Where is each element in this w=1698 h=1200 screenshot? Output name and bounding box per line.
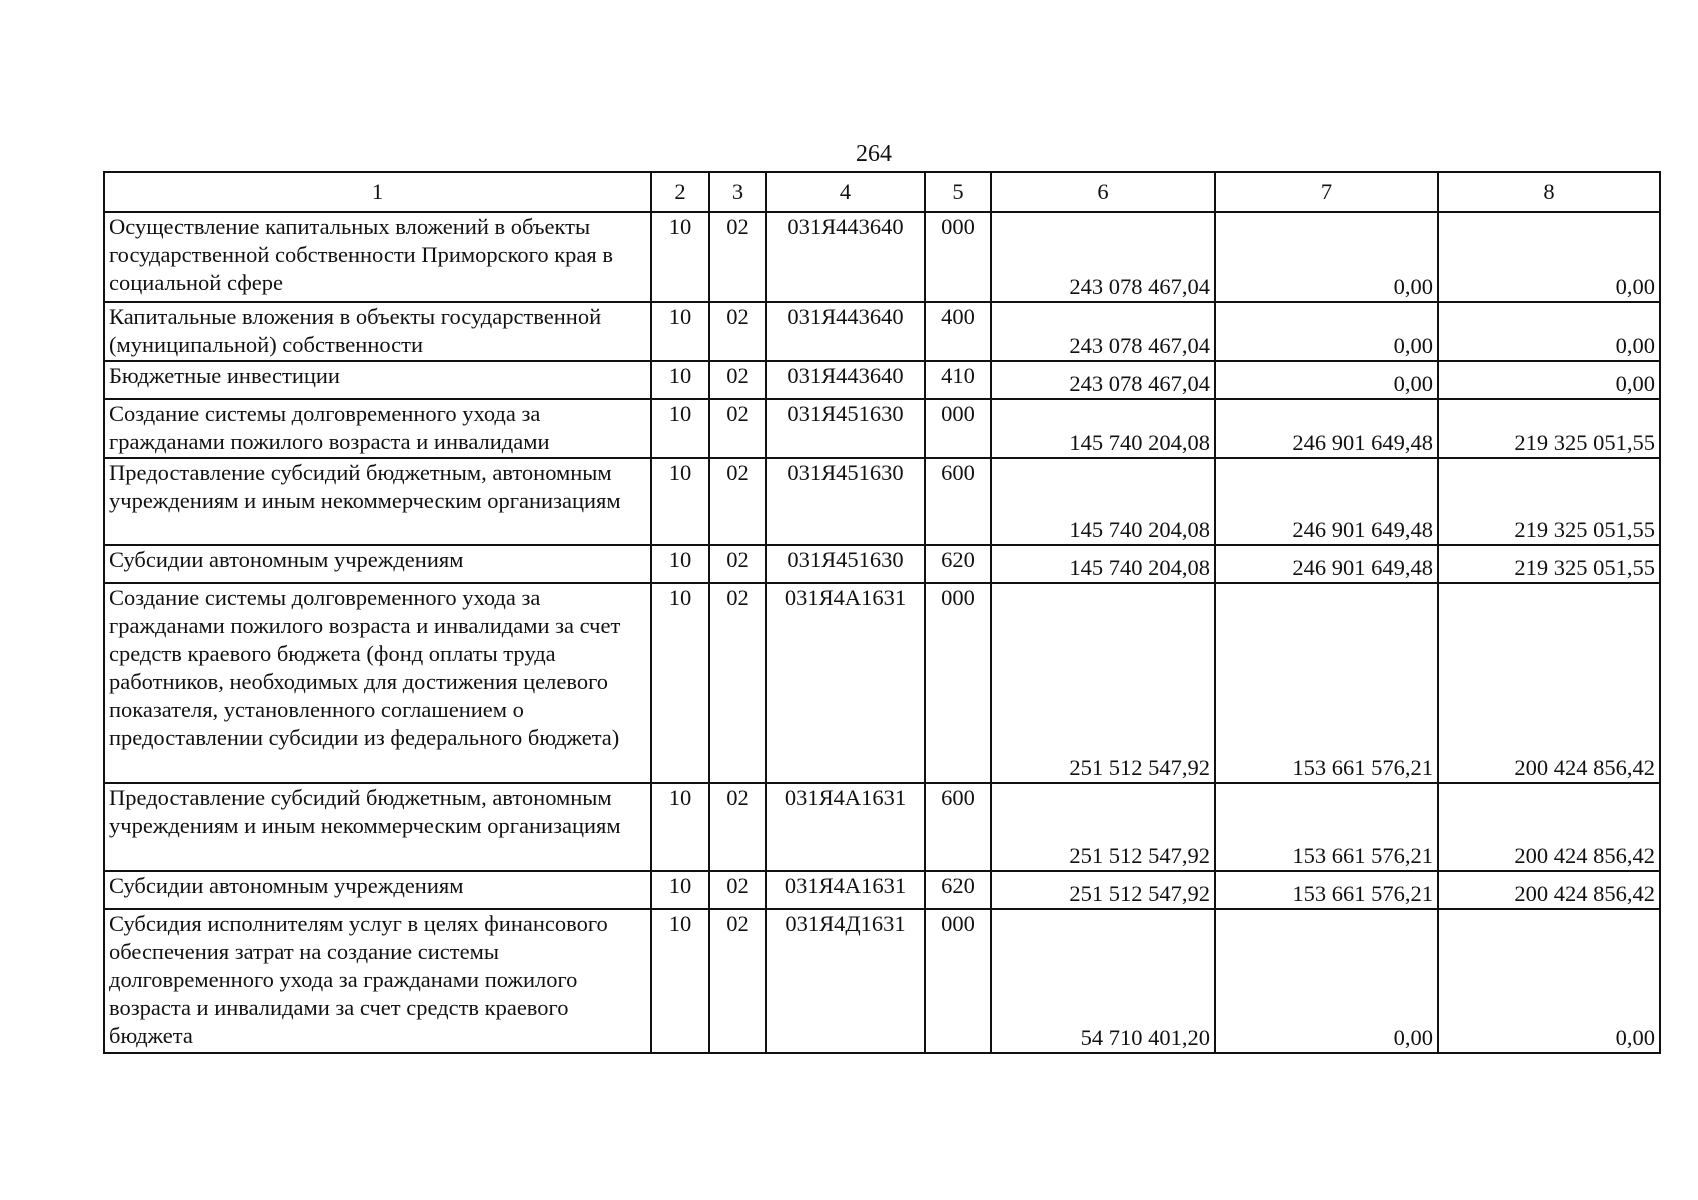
expense-type-code: 600 [925,458,991,545]
target-article-code: 031Я4А1631 [766,583,925,783]
subsection-code: 02 [709,909,766,1053]
header-col-4: 4 [766,172,925,212]
amount-col-8: 0,00 [1438,212,1660,302]
item-name: Осуществление капитальных вложений в объекты государственной собственности Приморского края в социальной сфере [104,212,651,302]
item-name: Предоставление субсидий бюджетным, автономным учреждениям и иным некоммерческим организациям [104,458,651,545]
expense-type-code: 620 [925,871,991,909]
header-col-3: 3 [709,172,766,212]
expense-type-code: 000 [925,212,991,302]
expense-type-code: 620 [925,545,991,583]
table-row [104,871,1660,909]
amount-col-8: 0,00 [1438,909,1660,1053]
item-name: Субсидии автономным учреждениям [104,871,651,909]
section-code: 10 [651,783,709,871]
amount-col-6: 251 512 547,92 [991,871,1215,909]
amount-col-6: 243 078 467,04 [991,212,1215,302]
item-name: Субсидии автономным учреждениям [104,545,651,583]
expense-type-code: 000 [925,583,991,783]
section-code: 10 [651,302,709,361]
table-row [104,909,1660,1053]
amount-col-6: 243 078 467,04 [991,302,1215,361]
header-row [104,172,1660,212]
table-row [104,361,1660,399]
amount-col-6: 251 512 547,92 [991,783,1215,871]
amount-col-6: 145 740 204,08 [991,458,1215,545]
item-name: Капитальные вложения в объекты государственной (муниципальной) собственности [104,302,651,361]
target-article-code: 031Я4А1631 [766,871,925,909]
amount-col-7: 0,00 [1215,361,1438,399]
subsection-code: 02 [709,212,766,302]
section-code: 10 [651,545,709,583]
item-name: Предоставление субсидий бюджетным, автономным учреждениям и иным некоммерческим организациям [104,783,651,871]
section-code: 10 [651,909,709,1053]
table-body [104,212,1660,1053]
subsection-code: 02 [709,458,766,545]
expense-type-code: 410 [925,361,991,399]
amount-col-7: 246 901 649,48 [1215,545,1438,583]
amount-col-8: 200 424 856,42 [1438,783,1660,871]
expense-type-code: 000 [925,399,991,458]
expense-type-code: 400 [925,302,991,361]
section-code: 10 [651,361,709,399]
amount-col-8: 219 325 051,55 [1438,399,1660,458]
amount-col-6: 145 740 204,08 [991,545,1215,583]
table-header [104,172,1660,212]
amount-col-6: 243 078 467,04 [991,361,1215,399]
expense-type-code: 000 [925,909,991,1053]
section-code: 10 [651,583,709,783]
amount-col-7: 153 661 576,21 [1215,583,1438,783]
amount-col-6: 251 512 547,92 [991,583,1215,783]
amount-col-8: 0,00 [1438,302,1660,361]
item-name: Создание системы долговременного ухода за гражданами пожилого возраста и инвалидами за счет средств краевого бюджета (фонд оплаты труда работников, необходимых для достижения целевого показателя, установленного соглашением о предоставлении субсидии из федерального бюджета) [104,583,651,783]
amount-col-8: 0,00 [1438,361,1660,399]
header-col-7: 7 [1215,172,1438,212]
item-name: Субсидия исполнителям услуг в целях финансового обеспечения затрат на создание системы долговременного ухода за гражданами пожилого возраста и инвалидами за счет средств краевого бюджета [104,909,651,1053]
table-row [104,458,1660,545]
amount-col-8: 219 325 051,55 [1438,458,1660,545]
table-row [104,783,1660,871]
target-article-code: 031Я451630 [766,399,925,458]
subsection-code: 02 [709,783,766,871]
expense-type-code: 600 [925,783,991,871]
amount-col-6: 145 740 204,08 [991,399,1215,458]
target-article-code: 031Я4Д1631 [766,909,925,1053]
subsection-code: 02 [709,545,766,583]
header-col-6: 6 [991,172,1215,212]
target-article-code: 031Я443640 [766,212,925,302]
header-col-8: 8 [1438,172,1660,212]
header-col-1: 1 [104,172,651,212]
budget-table [103,171,1661,1054]
table-row [104,399,1660,458]
header-col-5: 5 [925,172,991,212]
header-col-2: 2 [651,172,709,212]
subsection-code: 02 [709,871,766,909]
amount-col-7: 0,00 [1215,909,1438,1053]
section-code: 10 [651,458,709,545]
item-name: Создание системы долговременного ухода за гражданами пожилого возраста и инвалидами [104,399,651,458]
amount-col-7: 0,00 [1215,302,1438,361]
page-number: 264 [856,141,892,167]
item-name: Бюджетные инвестиции [104,361,651,399]
subsection-code: 02 [709,361,766,399]
table-row [104,545,1660,583]
amount-col-8: 200 424 856,42 [1438,871,1660,909]
section-code: 10 [651,212,709,302]
amount-col-7: 153 661 576,21 [1215,783,1438,871]
table-row [104,212,1660,302]
subsection-code: 02 [709,399,766,458]
amount-col-7: 246 901 649,48 [1215,399,1438,458]
target-article-code: 031Я443640 [766,302,925,361]
section-code: 10 [651,399,709,458]
table-row [104,302,1660,361]
target-article-code: 031Я451630 [766,545,925,583]
section-code: 10 [651,871,709,909]
target-article-code: 031Я451630 [766,458,925,545]
target-article-code: 031Я4А1631 [766,783,925,871]
amount-col-7: 246 901 649,48 [1215,458,1438,545]
target-article-code: 031Я443640 [766,361,925,399]
amount-col-7: 153 661 576,21 [1215,871,1438,909]
amount-col-6: 54 710 401,20 [991,909,1215,1053]
amount-col-7: 0,00 [1215,212,1438,302]
table-row [104,583,1660,783]
subsection-code: 02 [709,302,766,361]
amount-col-8: 200 424 856,42 [1438,583,1660,783]
subsection-code: 02 [709,583,766,783]
amount-col-8: 219 325 051,55 [1438,545,1660,583]
